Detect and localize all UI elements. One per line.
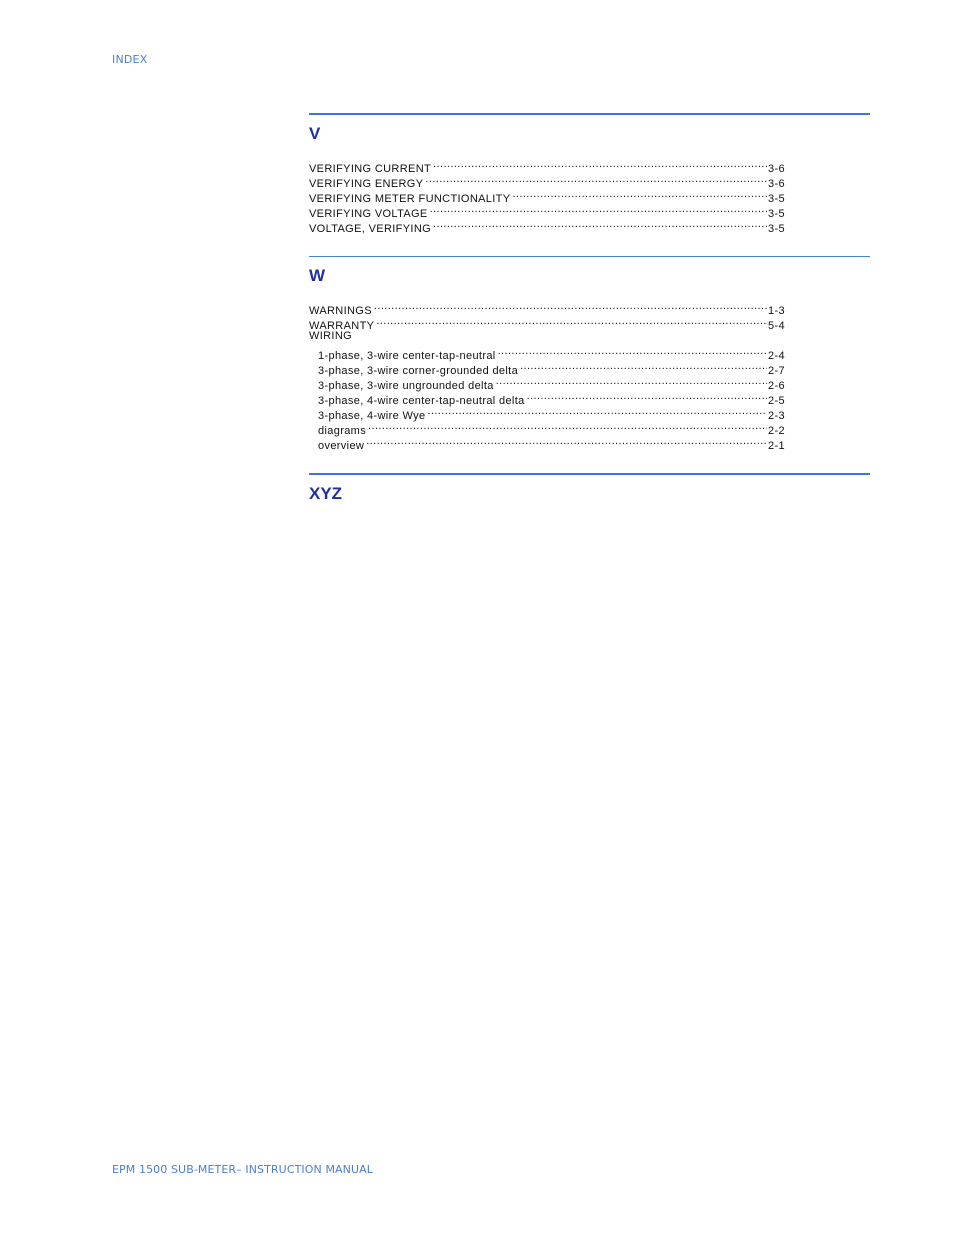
index-entry[interactable] xyxy=(309,299,785,317)
index-term: 3-phase, 3-wire ungrounded delta xyxy=(318,380,494,392)
index-term: VOLTAGE, VERIFYING xyxy=(309,223,432,235)
index-term: 3-phase, 3-wire corner-grounded delta xyxy=(318,365,519,377)
index-term: VERIFYING METER FUNCTIONALITY xyxy=(309,193,511,205)
index-page-ref: 2-7 xyxy=(768,365,785,377)
section-divider xyxy=(309,113,870,115)
section-letter-w: W xyxy=(309,266,326,285)
index-page-ref: 2-6 xyxy=(768,380,785,392)
index-entries-w xyxy=(309,299,785,452)
dot-leader xyxy=(527,389,767,404)
index-term: 1-phase, 3-wire center-tap-neutral xyxy=(318,350,496,362)
section-letter-v: V xyxy=(309,124,321,143)
dot-leader xyxy=(376,314,767,329)
index-page-ref: 2-5 xyxy=(768,395,785,407)
index-page-ref: 3-6 xyxy=(768,178,785,190)
dot-leader xyxy=(368,419,767,434)
dot-leader xyxy=(433,157,767,172)
index-page-ref: 3-5 xyxy=(768,223,785,235)
section-divider xyxy=(309,256,870,257)
section-letter-xyz: XYZ xyxy=(309,484,343,503)
index-term: diagrams xyxy=(318,425,367,437)
dot-leader xyxy=(427,404,767,419)
dot-leader xyxy=(498,344,767,359)
dot-leader xyxy=(512,187,767,202)
index-page-ref: 3-6 xyxy=(768,163,785,175)
section-divider xyxy=(309,473,870,475)
running-header: INDEX xyxy=(112,53,148,66)
index-term: VERIFYING ENERGY xyxy=(309,178,424,190)
dot-leader xyxy=(520,359,767,374)
index-term: 3-phase, 4-wire Wye xyxy=(318,410,426,422)
dot-leader xyxy=(496,374,767,389)
index-section-w xyxy=(309,256,870,452)
index-subentry[interactable] xyxy=(309,419,785,437)
index-subentry[interactable] xyxy=(309,434,785,452)
index-page-ref: 5-4 xyxy=(768,320,785,332)
dot-leader xyxy=(430,202,767,217)
index-entry-heading xyxy=(309,329,785,344)
index-page-ref: 1-3 xyxy=(768,305,785,317)
dot-leader xyxy=(425,172,767,187)
dot-leader xyxy=(374,299,767,314)
index-page-ref: 3-5 xyxy=(768,208,785,220)
index-subentry[interactable] xyxy=(309,344,785,362)
index-term: WARRANTY xyxy=(309,320,375,332)
index-page-ref: 2-3 xyxy=(768,410,785,422)
index-entries-v xyxy=(309,157,785,235)
index-term: overview xyxy=(318,440,365,452)
dot-leader xyxy=(366,434,767,449)
index-term: WARNINGS xyxy=(309,305,372,317)
running-footer: EPM 1500 SUB-METER– INSTRUCTION MANUAL xyxy=(112,1163,374,1176)
index-section-xyz xyxy=(309,473,870,504)
index-entry[interactable] xyxy=(309,157,785,175)
index-term: VERIFYING VOLTAGE xyxy=(309,208,428,220)
index-term: 3-phase, 4-wire center-tap-neutral delta xyxy=(318,395,525,407)
index-term: WIRING xyxy=(309,330,353,342)
index-page-ref: 3-5 xyxy=(768,193,785,205)
index-page-ref: 2-2 xyxy=(768,425,785,437)
index-term: VERIFYING CURRENT xyxy=(309,163,432,175)
index-section-v xyxy=(309,113,870,235)
index-page-ref: 2-4 xyxy=(768,350,785,362)
index-body xyxy=(309,113,870,517)
index-page-ref: 2-1 xyxy=(768,440,785,452)
index-entry[interactable] xyxy=(309,314,785,332)
dot-leader xyxy=(433,217,767,232)
